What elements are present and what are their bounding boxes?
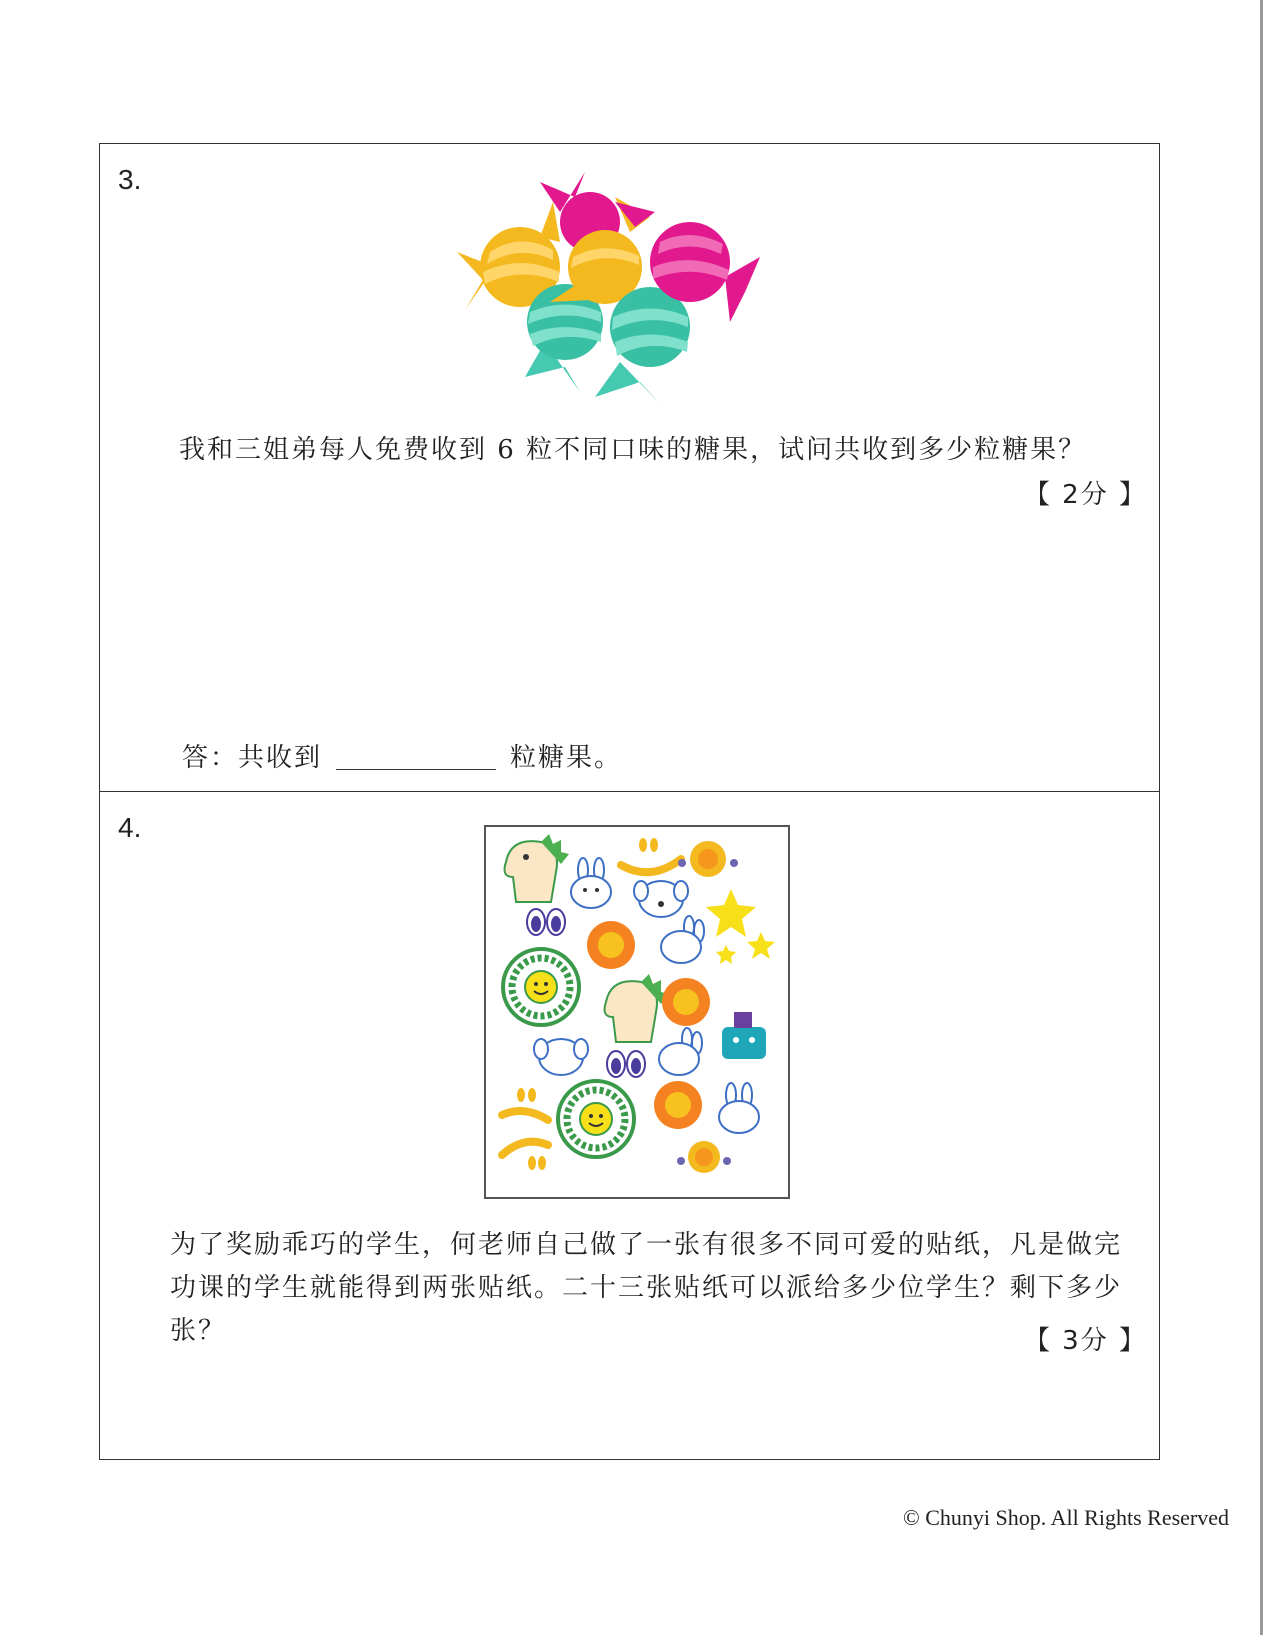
smile-sticker-icon bbox=[621, 838, 681, 872]
answer-suffix: 粒糖果。 bbox=[510, 743, 623, 773]
bunny-sticker-icon bbox=[571, 858, 611, 908]
monster-sticker-icon bbox=[722, 1012, 766, 1059]
sticker-sheet-icon bbox=[484, 825, 790, 1199]
answer-blank[interactable] bbox=[336, 749, 496, 770]
score-label: 【 3分 】 bbox=[1023, 1326, 1147, 1356]
sticker-sheet-art bbox=[486, 827, 788, 1197]
eyes-sticker-icon bbox=[527, 909, 565, 935]
bunny-sticker-icon bbox=[661, 916, 704, 963]
flower-sticker-icon bbox=[662, 978, 710, 1026]
dinosaur-sticker-icon bbox=[605, 974, 669, 1042]
sun-sticker-icon bbox=[677, 1141, 731, 1173]
question-4 bbox=[100, 792, 1159, 1459]
answer-line bbox=[182, 737, 622, 774]
dog-sticker-icon bbox=[534, 1039, 588, 1075]
candy-icon bbox=[595, 287, 690, 404]
question-number: 4. bbox=[118, 812, 142, 843]
flower-sticker-icon bbox=[654, 1081, 702, 1129]
star-sticker-icon bbox=[706, 889, 775, 964]
copyright-footer: © Chunyi Shop. All Rights Reserved bbox=[903, 1505, 1229, 1530]
bunny-sticker-icon bbox=[719, 1083, 759, 1133]
question-text: 我和三姐弟每人免费收到 6 粒不同口味的糖果，试问共收到多少粒糖果？ bbox=[179, 435, 1087, 465]
flower-sticker-icon bbox=[587, 921, 635, 969]
sun-sticker-icon bbox=[678, 841, 738, 877]
candy-cluster-icon bbox=[455, 172, 770, 404]
question-number: 3. bbox=[118, 164, 142, 195]
question-3 bbox=[100, 144, 1159, 792]
question-text: 为了奖励乖巧的学生，何老师自己做了一张有很多不同可爱的贴纸，凡是做完功课的学生就能得到两张贴纸。二十三张贴纸可以派给多少位学生？剩下多少张？ bbox=[170, 1230, 1123, 1346]
worksheet bbox=[99, 143, 1160, 1460]
bunny-sticker-icon bbox=[659, 1028, 702, 1075]
smile-sticker-icon bbox=[502, 1088, 548, 1170]
smiley-badge-icon bbox=[503, 949, 579, 1025]
answer-prefix: 答：共收到 bbox=[182, 743, 323, 773]
dinosaur-sticker-icon bbox=[505, 834, 569, 902]
dog-sticker-icon bbox=[634, 881, 688, 917]
eyes-sticker-icon bbox=[607, 1051, 645, 1077]
smiley-badge-icon bbox=[558, 1081, 634, 1157]
score-label: 【 2分 】 bbox=[1023, 480, 1147, 510]
